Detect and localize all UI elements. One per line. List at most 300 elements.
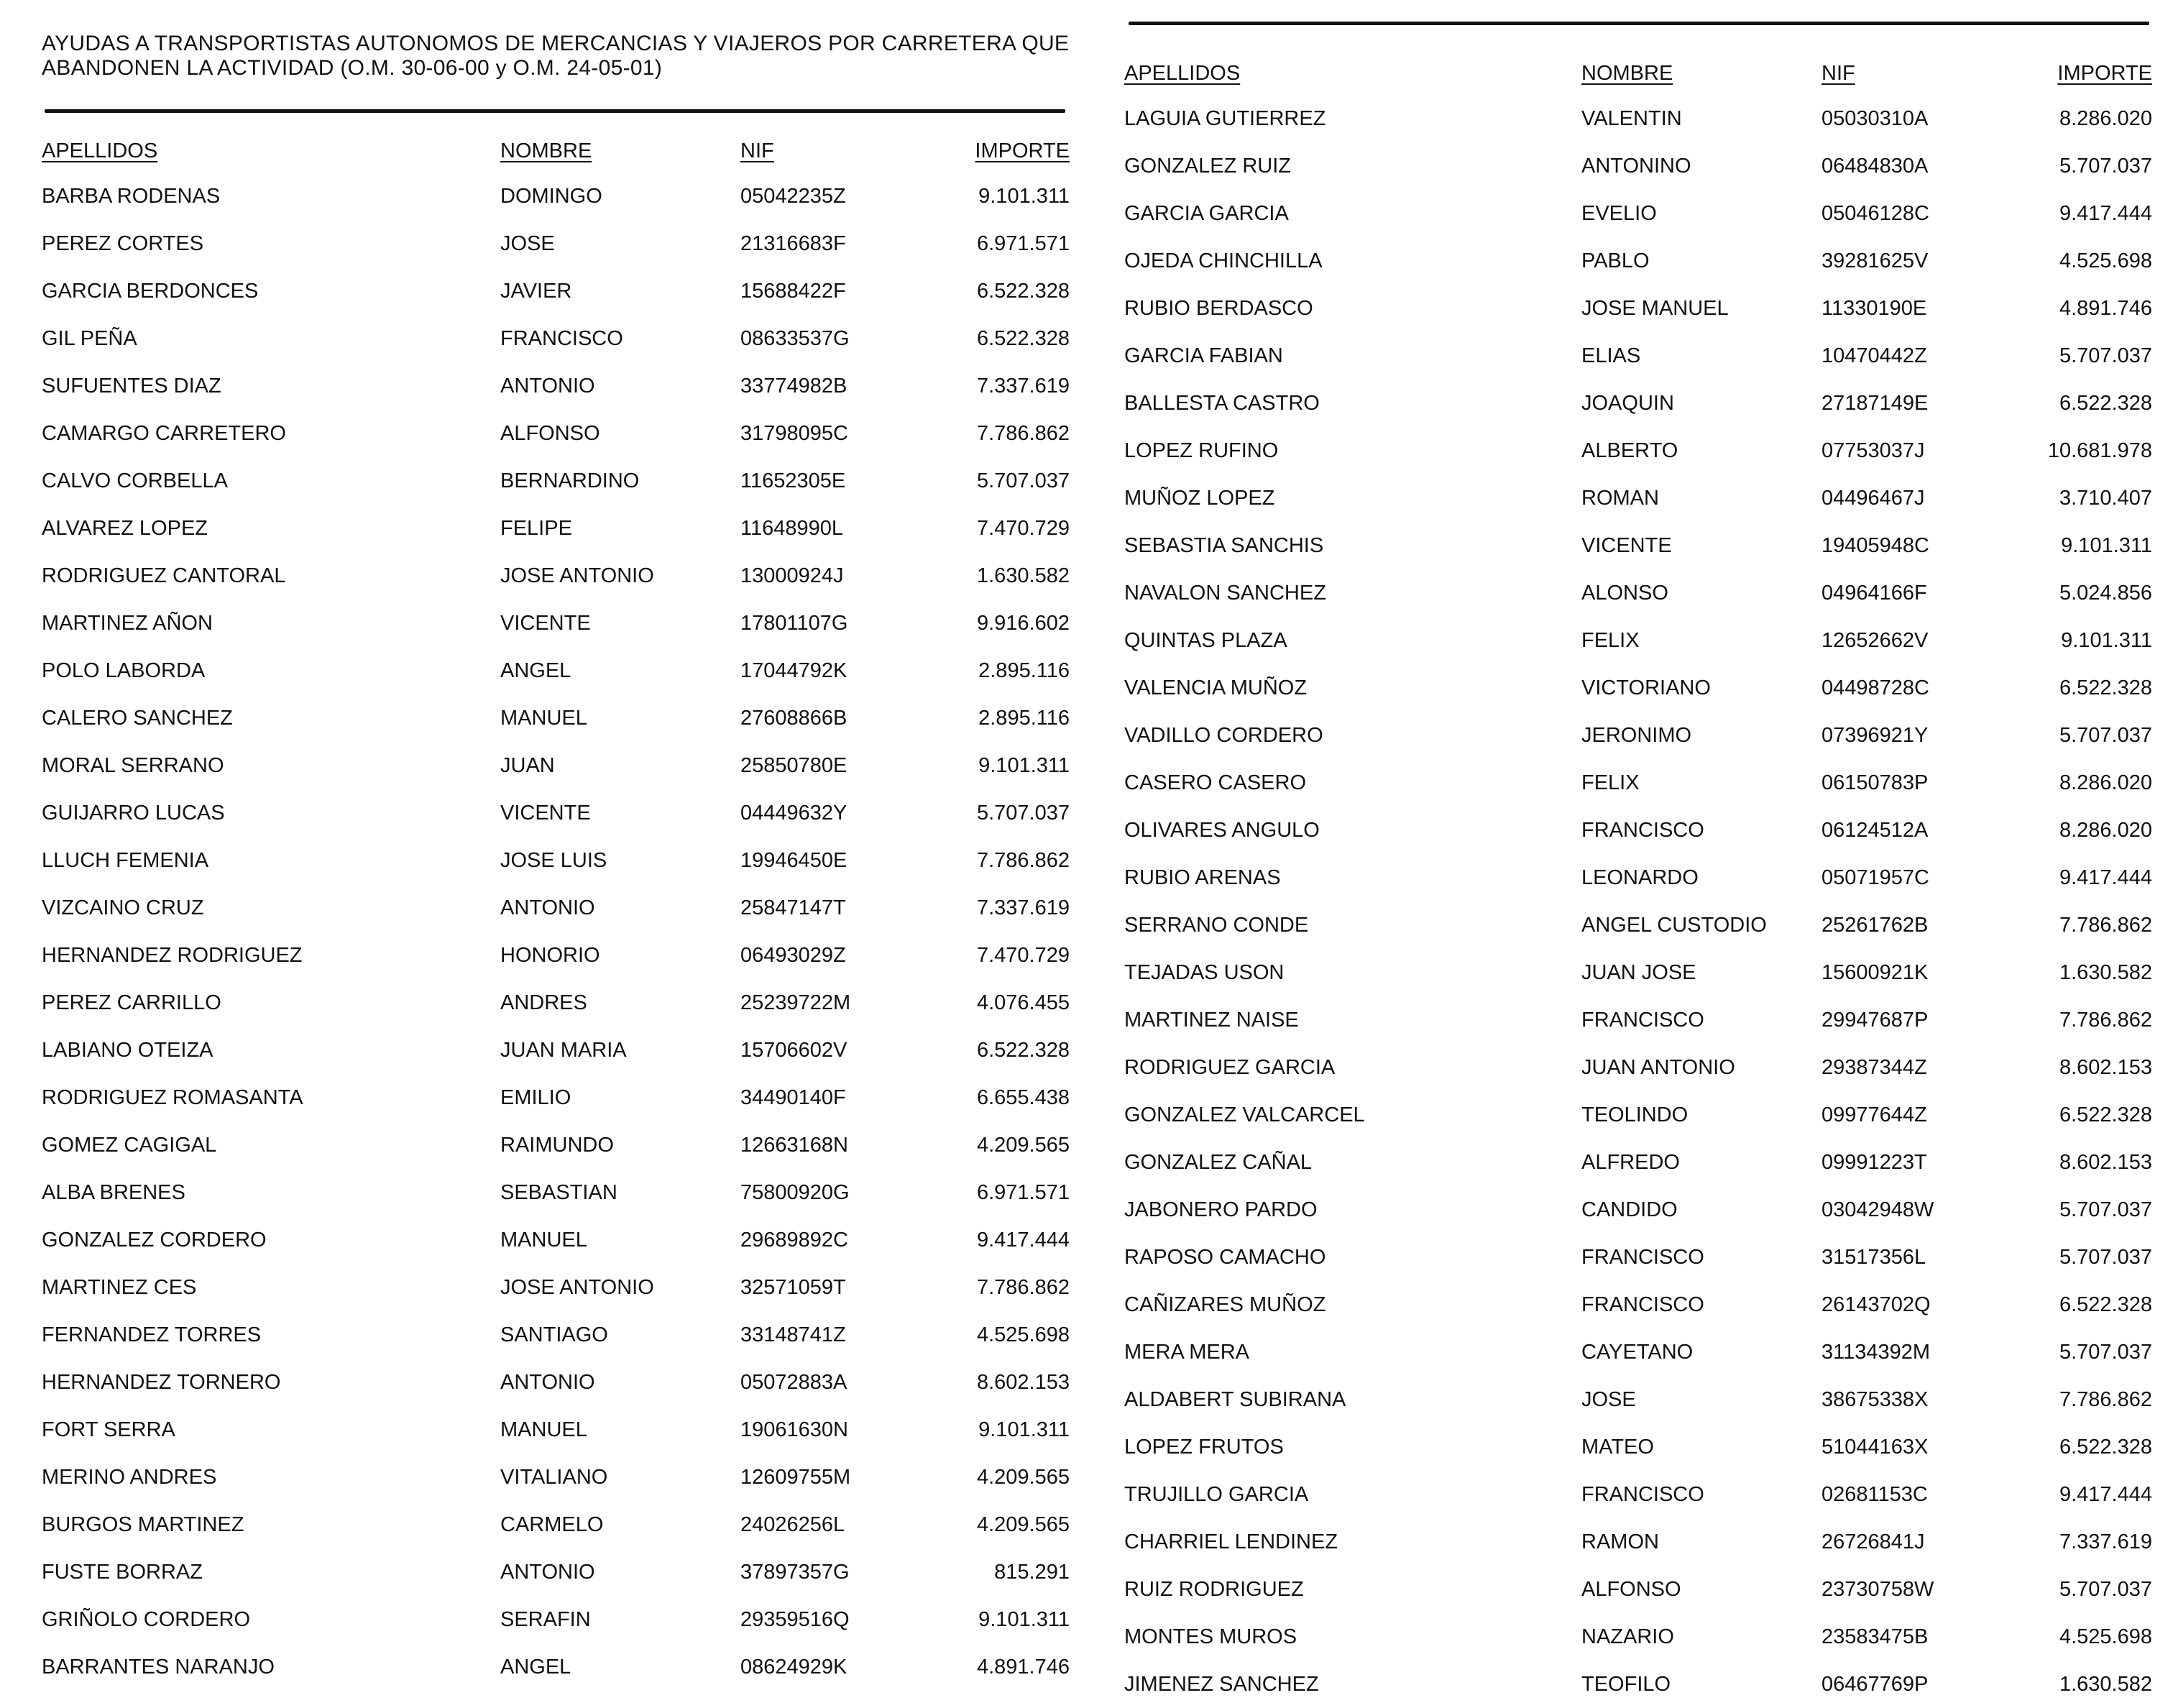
cell-importe: 3.710.407: [2059, 487, 2152, 510]
table-row: [1124, 95, 2152, 142]
cell-apellidos: VADILLO CORDERO: [1124, 724, 1323, 747]
cell-nombre: ANTONIO: [500, 1371, 595, 1394]
cell-apellidos: JIMENEZ SANCHEZ: [1124, 1673, 1319, 1696]
cell-apellidos: GONZALEZ RUIZ: [1124, 155, 1292, 178]
cell-nif: 19061630N: [740, 1418, 848, 1441]
cell-nif: 03042948W: [1821, 1198, 1934, 1221]
cell-nombre: VICENTE: [1581, 534, 1672, 557]
cell-nif: 17044792K: [740, 659, 847, 682]
cell-nombre: ALONSO: [1581, 582, 1668, 605]
cell-nombre: ANTONINO: [1581, 155, 1691, 178]
cell-nombre: ANGEL: [500, 659, 571, 682]
cell-apellidos: TEJADAS USON: [1124, 961, 1285, 984]
cell-importe: 4.891.746: [976, 1656, 1070, 1679]
table-row: [42, 1311, 1070, 1359]
cell-nif: 04964166F: [1821, 582, 1927, 605]
cell-apellidos: RUBIO BERDASCO: [1124, 297, 1313, 320]
cell-nombre: CAYETANO: [1581, 1341, 1694, 1364]
cell-nombre: BERNARDINO: [500, 469, 640, 492]
cell-nombre: FRANCISCO: [1581, 1009, 1704, 1032]
table-row: [42, 600, 1070, 647]
cell-importe: 5.707.037: [2059, 344, 2152, 367]
cell-importe: 5.707.037: [2059, 1198, 2152, 1221]
cell-nombre: ANTONIO: [500, 1561, 595, 1584]
cell-apellidos: BALLESTA CASTRO: [1124, 392, 1320, 415]
cell-apellidos: MUÑOZ LOPEZ: [1124, 487, 1275, 510]
table-left: [42, 129, 1070, 1691]
cell-importe: 9.417.444: [2059, 1483, 2152, 1506]
cell-importe: 5.024.856: [2059, 582, 2152, 605]
table-row: [42, 1406, 1070, 1454]
cell-nif: 04496467J: [1821, 487, 1925, 510]
table-row: [42, 173, 1070, 220]
cell-nif: 09977644Z: [1821, 1103, 1927, 1126]
cell-nif: 51044163X: [1821, 1436, 1929, 1459]
cell-nombre: FRANCISCO: [1581, 1293, 1704, 1316]
cell-nif: 25239722M: [740, 991, 851, 1014]
cell-nif: 09991223T: [1821, 1151, 1927, 1174]
table-row: [1124, 901, 2152, 949]
cell-nif: 33774982B: [740, 375, 847, 398]
cell-nombre: FELIX: [1581, 629, 1640, 652]
cell-apellidos: NAVALON SANCHEZ: [1124, 582, 1326, 605]
cell-importe: 4.209.565: [976, 1134, 1070, 1157]
table-row: [42, 267, 1070, 315]
cell-nif: 19946450E: [740, 849, 847, 872]
cell-importe: 6.971.571: [976, 232, 1070, 255]
cell-importe: 4.525.698: [976, 1323, 1070, 1346]
table-row: [42, 932, 1070, 979]
cell-nif: 13000924J: [740, 564, 844, 587]
cell-nombre: JOSE: [500, 232, 555, 255]
cell-nombre: ANGEL: [500, 1656, 571, 1679]
cell-nombre: SANTIAGO: [500, 1323, 608, 1346]
cell-importe: 6.522.328: [2059, 1436, 2152, 1459]
cell-nombre: ALFREDO: [1581, 1151, 1680, 1174]
cell-apellidos: GUIJARRO LUCAS: [42, 802, 225, 825]
cell-nif: 07396921Y: [1821, 724, 1929, 747]
cell-apellidos: GONZALEZ CAÑAL: [1124, 1151, 1313, 1174]
cell-apellidos: CAMARGO CARRETERO: [42, 422, 286, 445]
cell-nif: 06493029Z: [740, 944, 846, 967]
cell-apellidos: JABONERO PARDO: [1124, 1198, 1318, 1221]
table-row: [1124, 474, 2152, 522]
table-row: [1124, 807, 2152, 854]
cell-importe: 4.076.455: [976, 991, 1070, 1014]
cell-nombre: JERONIMO: [1581, 724, 1692, 747]
cell-nombre: TEOFILO: [1581, 1673, 1671, 1696]
table-row: [1124, 1044, 2152, 1091]
cell-apellidos: MONTES MUROS: [1124, 1625, 1297, 1648]
cell-nif: 12663168N: [740, 1134, 848, 1157]
cell-importe: 5.707.037: [2059, 1578, 2152, 1601]
cell-nif: 04449632Y: [740, 802, 847, 825]
table-row: [42, 1264, 1070, 1311]
cell-importe: 5.707.037: [976, 802, 1070, 825]
cell-nombre: FRANCISCO: [500, 327, 623, 350]
table-header: [42, 129, 1070, 173]
cell-nombre: JOSE ANTONIO: [500, 564, 654, 587]
cell-nif: 17801107G: [740, 612, 848, 635]
cell-nombre: MANUEL: [500, 1418, 587, 1441]
divider-left: [45, 109, 1065, 113]
cell-nombre: ANGEL CUSTODIO: [1581, 914, 1767, 937]
cell-nif: 06484830A: [1821, 155, 1929, 178]
table-body-right: [1124, 95, 2152, 1708]
cell-importe: 7.337.619: [976, 375, 1070, 398]
cell-nombre: JAVIER: [500, 280, 572, 303]
cell-apellidos: LOPEZ FRUTOS: [1124, 1436, 1284, 1459]
cell-nif: 33148741Z: [740, 1323, 846, 1346]
cell-apellidos: CHARRIEL LENDINEZ: [1124, 1530, 1338, 1553]
cell-nif: 05030310A: [1821, 107, 1929, 130]
cell-nombre: DOMINGO: [500, 185, 602, 208]
cell-importe: 10.681.978: [2047, 439, 2152, 462]
cell-apellidos: GOMEZ CAGIGAL: [42, 1134, 217, 1157]
cell-apellidos: GARCIA BERDONCES: [42, 280, 259, 303]
table-row: [42, 362, 1070, 410]
cell-nif: 29387344Z: [1821, 1056, 1927, 1079]
cell-nombre: JOSE LUIS: [500, 849, 607, 872]
table-row: [42, 410, 1070, 457]
table-row: [1124, 1518, 2152, 1566]
cell-importe: 8.286.020: [2059, 107, 2152, 130]
cell-nif: 06467769P: [1821, 1673, 1929, 1696]
cell-apellidos: RAPOSO CAMACHO: [1124, 1246, 1326, 1269]
cell-nif: 11652305E: [740, 469, 846, 492]
table-row: [42, 552, 1070, 600]
table-row: [1124, 1661, 2152, 1708]
cell-nombre: EMILIO: [500, 1086, 571, 1109]
table-row: [1124, 1613, 2152, 1661]
table-row: [1124, 142, 2152, 190]
cell-apellidos: RODRIGUEZ ROMASANTA: [42, 1086, 303, 1109]
cell-apellidos: HERNANDEZ RODRIGUEZ: [42, 944, 303, 967]
cell-nombre: MANUEL: [500, 1229, 587, 1252]
cell-nif: 12609755M: [740, 1466, 851, 1489]
table-row: [1124, 332, 2152, 380]
cell-nif: 37897357G: [740, 1561, 850, 1584]
table-row: [1124, 1091, 2152, 1139]
cell-importe: 2.895.116: [978, 659, 1070, 682]
cell-nombre: JUAN MARIA: [500, 1039, 627, 1062]
cell-nif: 05042235Z: [740, 185, 846, 208]
cell-nif: 08624929K: [740, 1656, 847, 1679]
cell-importe: 2.895.116: [978, 707, 1070, 730]
cell-importe: 8.602.153: [2059, 1056, 2152, 1079]
cell-nif: 04498728C: [1821, 676, 1929, 699]
table-row: [42, 505, 1070, 552]
cell-apellidos: HERNANDEZ TORNERO: [42, 1371, 281, 1394]
cell-nombre: CARMELO: [500, 1513, 604, 1536]
cell-apellidos: POLO LABORDA: [42, 659, 206, 682]
cell-nif: 38675338X: [1821, 1388, 1929, 1411]
cell-importe: 4.209.565: [976, 1466, 1070, 1489]
cell-nombre: ANTONIO: [500, 896, 595, 919]
cell-apellidos: GARCIA GARCIA: [1124, 202, 1289, 225]
header-apellidos: APELLIDOS: [1124, 62, 1241, 85]
cell-nif: 25850780E: [740, 754, 847, 777]
cell-apellidos: GONZALEZ CORDERO: [42, 1229, 267, 1252]
table-row: [42, 884, 1070, 932]
cell-nif: 12652662V: [1821, 629, 1929, 652]
cell-nombre: JUAN ANTONIO: [1581, 1056, 1735, 1079]
cell-apellidos: PEREZ CORTES: [42, 232, 204, 255]
cell-importe: 6.522.328: [976, 327, 1070, 350]
cell-nif: 24026256L: [740, 1513, 845, 1536]
table-row: [1124, 949, 2152, 996]
cell-nif: 31134392M: [1821, 1341, 1931, 1364]
cell-nif: 23583475B: [1821, 1625, 1929, 1648]
document-title: AYUDAS A TRANSPORTISTAS AUTONOMOS DE MERCANCIAS Y VIAJEROS POR CARRETERA QUE ABANDONEN LA ACTIVIDAD (O.M. 30-06-00 y O.M. 24-05-01): [42, 32, 1070, 80]
cell-apellidos: OJEDA CHINCHILLA: [1124, 249, 1323, 272]
cell-importe: 7.337.619: [976, 896, 1070, 919]
cell-apellidos: CALVO CORBELLA: [42, 469, 228, 492]
cell-nombre: JOAQUIN: [1581, 392, 1674, 415]
table-row: [1124, 427, 2152, 474]
cell-apellidos: LLUCH FEMENIA: [42, 849, 209, 872]
cell-apellidos: TRUJILLO GARCIA: [1124, 1483, 1309, 1506]
cell-importe: 815.291: [994, 1561, 1070, 1584]
cell-importe: 6.655.438: [976, 1086, 1070, 1109]
cell-importe: 6.522.328: [976, 1039, 1070, 1062]
cell-importe: 6.522.328: [2059, 392, 2152, 415]
table-row: [42, 742, 1070, 789]
cell-importe: 5.707.037: [2059, 1341, 2152, 1364]
cell-apellidos: ALDABERT SUBIRANA: [1124, 1388, 1346, 1411]
table-row: [1124, 996, 2152, 1044]
table-row: [1124, 1234, 2152, 1281]
cell-nif: 10470442Z: [1821, 344, 1927, 367]
cell-importe: 1.630.582: [976, 564, 1070, 587]
table-row: [42, 220, 1070, 267]
cell-apellidos: RUIZ RODRIGUEZ: [1124, 1578, 1304, 1601]
table-row: [1124, 1376, 2152, 1423]
cell-apellidos: CAÑIZARES MUÑOZ: [1124, 1293, 1326, 1316]
cell-nombre: FRANCISCO: [1581, 819, 1704, 842]
table-row: [42, 837, 1070, 884]
cell-apellidos: ALBA BRENES: [42, 1181, 185, 1204]
header-importe: IMPORTE: [975, 139, 1070, 162]
table-row: [1124, 854, 2152, 901]
cell-importe: 7.786.862: [976, 849, 1070, 872]
cell-nombre: VALENTIN: [1581, 107, 1682, 130]
table-row: [42, 1501, 1070, 1548]
cell-importe: 7.337.619: [2059, 1530, 2152, 1553]
cell-nif: 34490140F: [740, 1086, 846, 1109]
cell-nif: 07753037J: [1821, 439, 1925, 462]
cell-nombre: FELIPE: [500, 517, 572, 540]
cell-apellidos: FORT SERRA: [42, 1418, 175, 1441]
cell-importe: 6.522.328: [2059, 1293, 2152, 1316]
cell-apellidos: BARRANTES NARANJO: [42, 1656, 275, 1679]
cell-apellidos: MERINO ANDRES: [42, 1466, 217, 1489]
cell-importe: 9.417.444: [976, 1229, 1070, 1252]
cell-nif: 19405948C: [1821, 534, 1929, 557]
cell-importe: 8.602.153: [976, 1371, 1070, 1394]
cell-nif: 05072883A: [740, 1371, 847, 1394]
table-row: [42, 979, 1070, 1027]
cell-importe: 5.707.037: [2059, 155, 2152, 178]
cell-nombre: MANUEL: [500, 707, 587, 730]
cell-apellidos: MERA MERA: [1124, 1341, 1250, 1364]
table-row: [1124, 1328, 2152, 1376]
cell-nif: 31798095C: [740, 422, 848, 445]
table-row: [1124, 237, 2152, 285]
cell-nif: 27608866B: [740, 707, 847, 730]
cell-nombre: JOSE MANUEL: [1581, 297, 1729, 320]
table-row: [1124, 1281, 2152, 1328]
table-header: [1124, 52, 2152, 95]
cell-nif: 23730758W: [1821, 1578, 1934, 1601]
cell-apellidos: GONZALEZ VALCARCEL: [1124, 1103, 1365, 1126]
cell-nombre: ANTONIO: [500, 375, 595, 398]
cell-nombre: ALBERTO: [1581, 439, 1678, 462]
cell-nombre: LEONARDO: [1581, 866, 1699, 889]
cell-importe: 6.971.571: [976, 1181, 1070, 1204]
cell-nif: 26726841J: [1821, 1530, 1925, 1553]
cell-nombre: TEOLINDO: [1581, 1103, 1689, 1126]
cell-importe: 9.417.444: [2059, 866, 2152, 889]
table-row: [1124, 285, 2152, 332]
cell-importe: 7.786.862: [2059, 914, 2152, 937]
table-row: [1124, 1471, 2152, 1518]
cell-importe: 7.786.862: [976, 1276, 1070, 1299]
cell-apellidos: FUSTE BORRAZ: [42, 1561, 203, 1584]
cell-importe: 4.525.698: [2059, 1625, 2152, 1648]
cell-nombre: JOSE ANTONIO: [500, 1276, 654, 1299]
cell-apellidos: SEBASTIA SANCHIS: [1124, 534, 1324, 557]
cell-nif: 39281625V: [1821, 249, 1929, 272]
cell-apellidos: BURGOS MARTINEZ: [42, 1513, 244, 1536]
cell-nombre: RAIMUNDO: [500, 1134, 614, 1157]
cell-nombre: JUAN JOSE: [1581, 961, 1696, 984]
cell-nif: 15706602V: [740, 1039, 847, 1062]
table-row: [42, 1454, 1070, 1501]
cell-nombre: JOSE: [1581, 1388, 1636, 1411]
header-nif: NIF: [740, 139, 774, 162]
table-row: [42, 1027, 1070, 1074]
cell-apellidos: SUFUENTES DIAZ: [42, 375, 221, 398]
cell-apellidos: MORAL SERRANO: [42, 754, 224, 777]
table-row: [42, 1596, 1070, 1643]
cell-importe: 6.522.328: [2059, 676, 2152, 699]
cell-importe: 9.101.311: [978, 185, 1070, 208]
cell-nif: 32571059T: [740, 1276, 846, 1299]
cell-apellidos: RODRIGUEZ GARCIA: [1124, 1056, 1336, 1079]
table-row: [42, 789, 1070, 837]
cell-importe: 6.522.328: [2059, 1103, 2152, 1126]
cell-importe: 8.286.020: [2059, 819, 2152, 842]
table-row: [1124, 664, 2152, 712]
table-right: [1124, 52, 2152, 1708]
cell-importe: 4.525.698: [2059, 249, 2152, 272]
cell-importe: 5.707.037: [2059, 724, 2152, 747]
header-nombre: NOMBRE: [1581, 62, 1673, 85]
cell-importe: 9.101.311: [978, 1418, 1070, 1441]
cell-nif: 11330190E: [1821, 297, 1927, 320]
cell-importe: 7.470.729: [976, 944, 1070, 967]
cell-importe: 5.707.037: [976, 469, 1070, 492]
cell-nombre: RAMON: [1581, 1530, 1659, 1553]
cell-nombre: ALFONSO: [1581, 1578, 1681, 1601]
cell-importe: 4.209.565: [976, 1513, 1070, 1536]
cell-apellidos: LABIANO OTEIZA: [42, 1039, 213, 1062]
cell-nombre: ALFONSO: [500, 422, 600, 445]
table-row: [42, 1121, 1070, 1169]
cell-nombre: VICENTE: [500, 802, 591, 825]
cell-importe: 9.101.311: [2061, 534, 2152, 557]
header-apellidos: APELLIDOS: [42, 139, 158, 162]
cell-nif: 05046128C: [1821, 202, 1929, 225]
table-row: [42, 1548, 1070, 1596]
table-row: [1124, 380, 2152, 427]
cell-apellidos: RODRIGUEZ CANTORAL: [42, 564, 286, 587]
cell-nif: 11648990L: [740, 517, 844, 540]
table-row: [1124, 522, 2152, 569]
cell-nif: 29689892C: [740, 1229, 848, 1252]
cell-apellidos: OLIVARES ANGULO: [1124, 819, 1320, 842]
cell-apellidos: ALVAREZ LOPEZ: [42, 517, 208, 540]
cell-nif: 06150783P: [1821, 771, 1929, 794]
cell-importe: 1.630.582: [2059, 961, 2152, 984]
cell-nombre: JUAN: [500, 754, 555, 777]
cell-apellidos: RUBIO ARENAS: [1124, 866, 1281, 889]
cell-apellidos: GIL PEÑA: [42, 327, 137, 350]
cell-nombre: NAZARIO: [1581, 1625, 1674, 1648]
cell-nif: 05071957C: [1821, 866, 1929, 889]
table-body-left: [42, 173, 1070, 1691]
cell-nif: 25261762B: [1821, 914, 1929, 937]
cell-nombre: PABLO: [1581, 249, 1650, 272]
cell-nif: 31517356L: [1821, 1246, 1926, 1269]
table-row: [1124, 712, 2152, 759]
cell-importe: 5.707.037: [2059, 1246, 2152, 1269]
cell-importe: 9.916.602: [976, 612, 1070, 635]
header-nombre: NOMBRE: [500, 139, 592, 162]
cell-nif: 26143702Q: [1821, 1293, 1931, 1316]
cell-nif: 02681153C: [1821, 1483, 1928, 1506]
cell-nombre: SERAFIN: [500, 1608, 591, 1631]
cell-apellidos: QUINTAS PLAZA: [1124, 629, 1287, 652]
table-row: [1124, 190, 2152, 237]
cell-nombre: CANDIDO: [1581, 1198, 1678, 1221]
table-row: [1124, 1139, 2152, 1186]
table-row: [1124, 1566, 2152, 1613]
table-row: [42, 1074, 1070, 1121]
cell-nif: 75800920G: [740, 1181, 850, 1204]
cell-apellidos: LOPEZ RUFINO: [1124, 439, 1279, 462]
table-row: [42, 647, 1070, 694]
header-importe: IMPORTE: [2057, 62, 2152, 85]
cell-nombre: MATEO: [1581, 1436, 1654, 1459]
cell-nombre: ROMAN: [1581, 487, 1659, 510]
cell-nombre: ANDRES: [500, 991, 587, 1014]
cell-nif: 29947687P: [1821, 1009, 1929, 1032]
cell-importe: 4.891.746: [2059, 297, 2152, 320]
cell-nombre: FELIX: [1581, 771, 1640, 794]
cell-nombre: HONORIO: [500, 944, 600, 967]
cell-importe: 9.101.311: [2061, 629, 2152, 652]
cell-apellidos: CALERO SANCHEZ: [42, 707, 233, 730]
cell-apellidos: LAGUIA GUTIERREZ: [1124, 107, 1326, 130]
table-row: [42, 315, 1070, 362]
cell-importe: 1.630.582: [2059, 1673, 2152, 1696]
table-row: [1124, 569, 2152, 617]
cell-apellidos: VALENCIA MUÑOZ: [1124, 676, 1308, 699]
divider-right: [1129, 22, 2149, 25]
table-row: [1124, 1423, 2152, 1471]
